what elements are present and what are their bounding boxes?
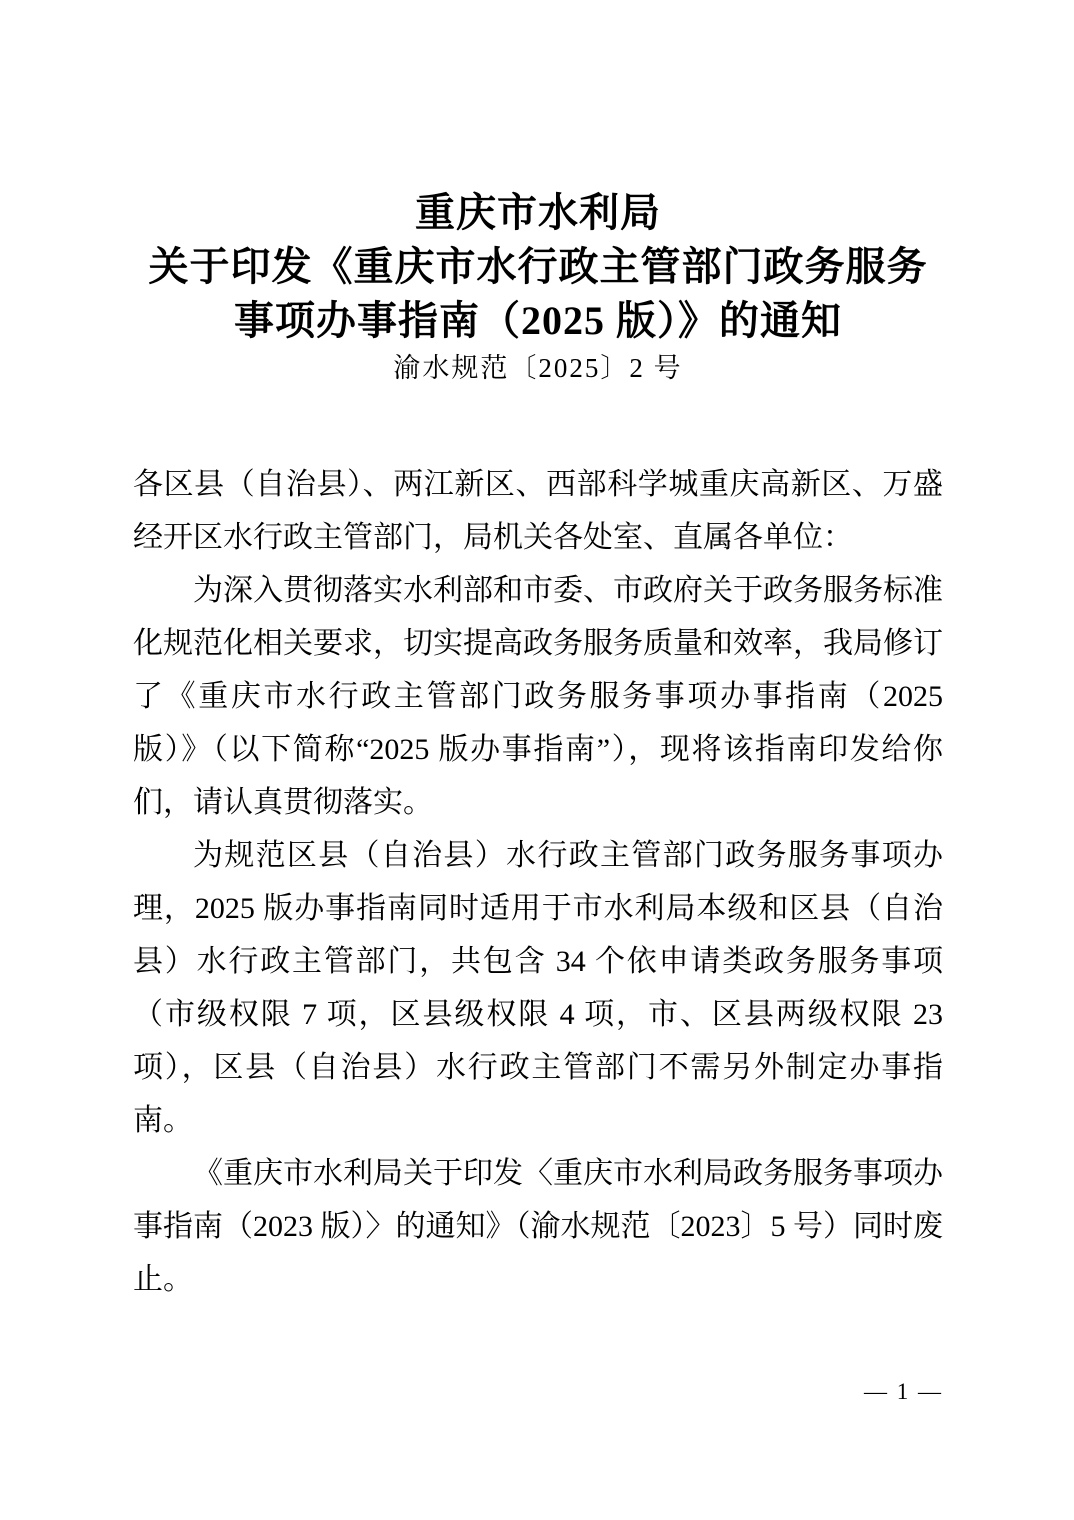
document-number: 渝水规范〔2025〕2 号: [393, 353, 683, 383]
title-line-2: 关于印发《重庆市水行政主管部门政务服务: [148, 244, 928, 289]
page-footer: [864, 1375, 943, 1408]
title-line-3: 事项办事指南（2025 版）》的通知: [234, 298, 842, 343]
title-line-1: 重庆市水利局: [415, 190, 661, 235]
body-paragraph-1: 为深入贯彻落实水利部和市委、市政府关于政务服务标准化规范化相关要求，切实提高政务服务质量和效率，我局修订了《重庆市水行政主管部门政务服务事项办事指南（2025 版）》（以下简称“2025 版办事指南”），现将该指南印发给你们，请认真贯彻落实。: [133, 574, 943, 819]
document-title: [133, 186, 943, 348]
document-body: [133, 458, 943, 1306]
body-paragraph-2: 为规范区县（自治县）水行政主管部门政务服务事项办理，2025 版办事指南同时适用于市水利局本级和区县（自治县）水行政主管部门，共包含 34 个依申请类政务服务事项（市级权限 7 项，区县级权限 4 项，市、区县两级权限 23 项），区县（自治县）水行政主管部门不需另外制定办事指南。: [133, 839, 943, 1137]
document-content: [133, 186, 943, 1306]
body-paragraph-3: 《重庆市水利局关于印发〈重庆市水利局政务服务事项办事指南（2023 版）〉的通知》（渝水规范〔2023〕5 号）同时废止。: [133, 1157, 943, 1296]
salutation-paragraph: 各区县（自治县）、两江新区、西部科学城重庆高新区、万盛经开区水行政主管部门，局机关各处室、直属各单位：: [133, 468, 943, 554]
page-number: — 1 —: [864, 1379, 943, 1404]
